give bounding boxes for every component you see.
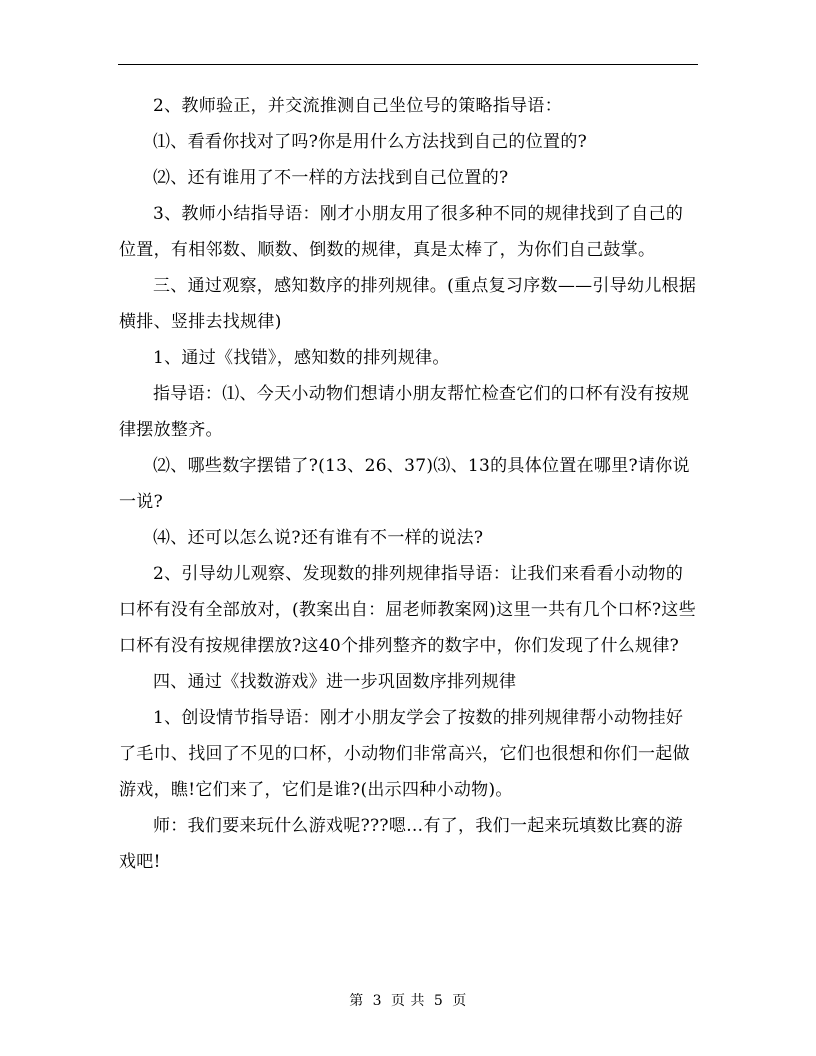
paragraph: ⑵、还有谁用了不一样的方法找到自己位置的? <box>153 168 509 188</box>
footer-middle: 页 共 <box>391 993 425 1009</box>
paragraph: 2、教师验正，并交流推测自己坐位号的策略指导语： <box>153 96 563 116</box>
header-rule <box>118 64 698 65</box>
footer-page-number: 3 <box>372 993 383 1009</box>
paragraph: 2、引导幼儿观察、发现数的排列规律指导语：让我们来看看小动物的口杯有没有全部放对，(教案出自：屈老师教案网)这里一共有几个口杯?这些口杯有没有按规律摆放?这40个排列整齐的数字中，你们发现了什么规律? <box>119 564 696 656</box>
paragraph: ⑷、还可以怎么说?还有谁有不一样的说法? <box>153 528 484 548</box>
paragraph: 师：我们要来玩什么游戏呢???嗯…有了，我们一起来玩填数比赛的游戏吧! <box>119 816 683 872</box>
paragraph: 3、教师小结指导语：刚才小朋友用了很多种不同的规律找到了自己的位置，有相邻数、顺数、倒数的规律，真是太棒了，为你们自己鼓掌。 <box>119 204 684 260</box>
footer-suffix: 页 <box>452 993 467 1009</box>
paragraph: ⑵、哪些数字摆错了?(13、26、37)⑶、13的具体位置在哪里?请你说一说? <box>119 456 690 512</box>
document-body <box>119 88 699 880</box>
footer-total-pages: 5 <box>433 993 444 1009</box>
paragraph: 四、通过《找数游戏》进一步巩固数序排列规律 <box>153 672 517 692</box>
page-footer <box>0 990 816 1010</box>
paragraph: 1、创设情节指导语：刚才小朋友学会了按数的排列规律帮小动物挂好了毛巾、找回了不见的口杯，小动物们非常高兴，它们也很想和你们一起做游戏，瞧!它们来了，它们是谁?(出示四种小动物)。 <box>119 708 690 800</box>
paragraph: 三、通过观察，感知数序的排列规律。(重点复习序数——引导幼儿根据横排、竖排去找规律) <box>119 276 697 332</box>
footer-prefix: 第 <box>349 993 364 1009</box>
paragraph: ⑴、看看你找对了吗?你是用什么方法找到自己的位置的? <box>153 132 588 152</box>
paragraph: 1、通过《找错》，感知数的排列规律。 <box>153 348 450 368</box>
paragraph: 指导语：⑴、今天小动物们想请小朋友帮忙检查它们的口杯有没有按规律摆放整齐。 <box>119 384 690 440</box>
